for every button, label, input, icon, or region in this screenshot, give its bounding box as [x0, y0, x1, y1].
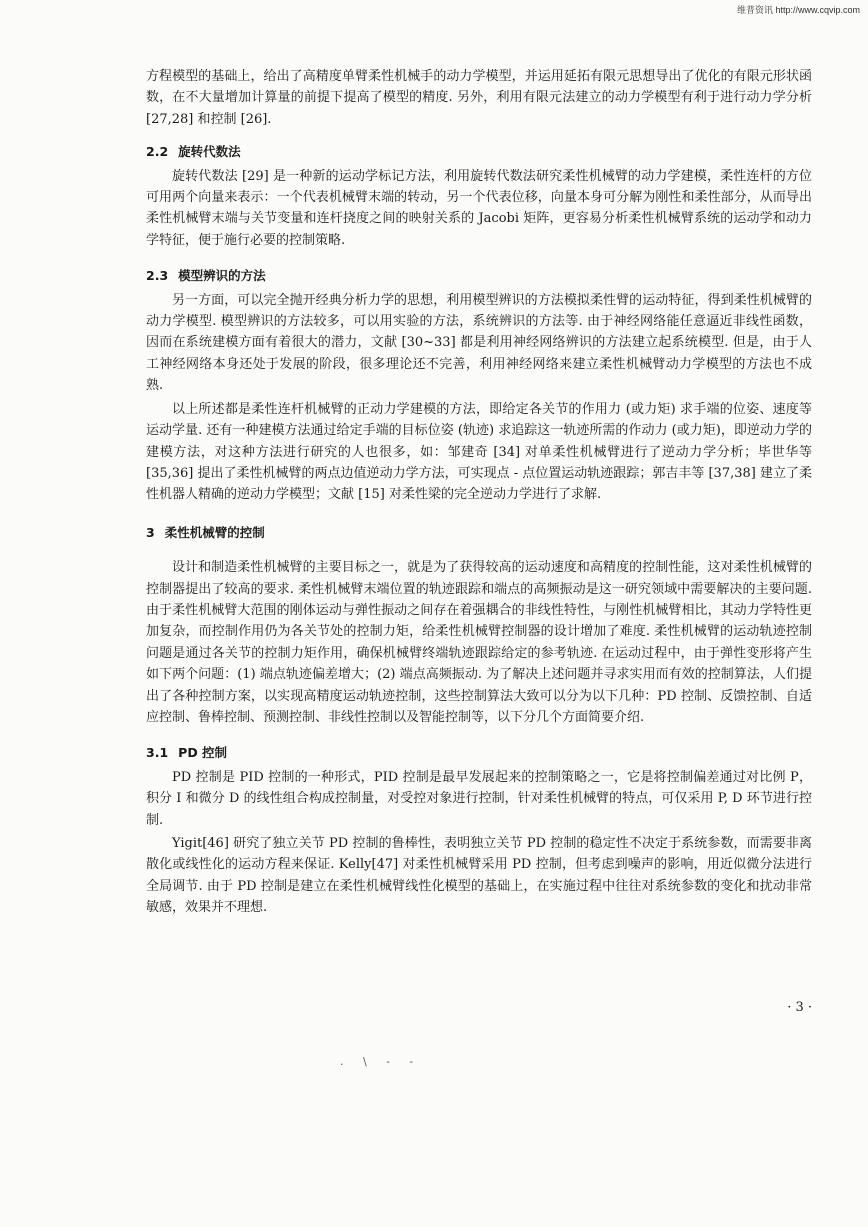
section-title: 模型辨识的方法 — [178, 268, 266, 284]
section-title: 柔性机械臂的控制 — [164, 524, 265, 540]
section-3-1-paragraph-2: Yigit[46] 研究了独立关节 PD 控制的鲁棒性，表明独立关节 PD 控制的稳定性不决定于系统参数，而需要非离散化或线性化的运动方程来保证. Kelly[47] 对柔性机械臂采用 PD 控制，但考虑到噪声的影响，用近似微分法进行全局调节. 由于 PD 控制是建立在柔性机械臂线性化模型的基础上，在实施过程中往往对系统参数的变化和扰动非常敏感，效果并不理想. — [146, 836, 812, 916]
section-2-2-paragraph: 旋转代数法 [29] 是一种新的运动学标记方法，利用旋转代数法研究柔性机械臂的动力学建模，柔性连杆的方位可用两个向量来表示：一个代表机械臂末端的转动，另一个代表位移，向量本身可分解为刚性和柔性部分，从而导出柔性机械臂末端与关节变量和连杆挠度之间的映射关系的 Jacobi 矩阵，更容易分析柔性机械臂系统的运动学和动力学特征，便于施行必要的控制策略. — [146, 168, 812, 248]
section-number: 2.2 — [146, 144, 169, 160]
section-number: 3 — [146, 524, 155, 540]
page-number: · 3 · — [787, 1000, 812, 1015]
section-2-3-paragraph-1: 另一方面，可以完全抛开经典分析力学的思想，利用模型辨识的方法模拟柔性臂的运动特征，得到柔性机械臂的动力学模型. 模型辨识的方法较多，可以用实验的方法，系统辨识的方法等. 由于神经网络能任意逼近非线性函数，因而在系统建模方面有着很大的潜力，文献 [30~33] 都是利用神经网络辨识的方法建立起系统模型. 但是，由于人工神经网络本身还处于发展的阶段，很多理论还不完善，利用神经网络来建立柔性机械臂动力学模型的方法也不成熟. — [146, 292, 812, 394]
intro-paragraph: 方程模型的基础上，给出了高精度单臂柔性机械手的动力学模型，并运用延拓有限元思想导出了优化的有限元形状函数，在不大量增加计算量的前提下提高了模型的精度. 另外，利用有限元法建立的动力学模型有利于进行动力学分析 [27,28] 和控制 [26]. — [146, 69, 812, 127]
section-2-3-paragraph-2: 以上所述都是柔性连杆机械臂的正动力学建模的方法，即给定各关节的作用力 (或力矩) 求手端的位姿、速度等运动学量. 还有一种建模方法通过给定手端的目标位姿 (轨迹) 求追踪这一轨迹所需的作动力 (或力矩)，即逆动力学的建模方法，对这种方法进行研究的人也很多，如：邹建奇 [34] 对单柔性机械臂进行了逆动力学分析；毕世华等 [35,36] 提出了柔性机械臂的两点边值逆动力学方法，可实现点 - 点位置运动轨迹跟踪；郭吉丰等 [37,38] 建立了柔性机器人精确的逆动力学模型；文献 [15] 对柔性梁的完全逆动力学进行了求解. — [146, 401, 812, 503]
section-title: 旋转代数法 — [178, 144, 241, 160]
section-3-paragraph: 设计和制造柔性机械臂的主要目标之一，就是为了获得较高的运动速度和高精度的控制性能，这对柔性机械臂的控制器提出了较高的要求. 柔性机械臂末端位置的轨迹跟踪和端点的高频振动是这一研究领域中需要解决的主要问题. 由于柔性机械臂大范围的刚体运动与弹性振动之间存在着强耦合的非线性特性，与刚性机械臂相比，其动力学特性更加复杂，而控制作用仍为各关节处的控制力矩，给柔性机械臂控制器的设计增加了难度. 柔性机械臂的运动轨迹控制问题是通过各关节的控制力矩作用，确保机械臂终端轨迹跟踪给定的参考轨迹. 在运动过程中，由于弹性变形将产生如下两个问题：(1) 端点轨迹偏差增大；(2) 端点高频振动. 为了解决上述问题并寻求实用而有效的控制算法，人们提出了各种控制方案，以实现高精度运动轨迹控制，这些控制算法大致可以分为以下几种：PD 控制、反馈控制、自适应控制、鲁棒控制、预测控制、非线性控制以及智能控制等，以下分几个方面简要介绍. — [146, 560, 812, 725]
section-3-1-heading — [146, 742, 812, 763]
watermark: 维普资讯 http://www.cqvip.com — [736, 5, 860, 15]
page-body — [146, 66, 812, 919]
section-2-2-heading — [146, 141, 812, 162]
section-3-1-paragraph-1: PD 控制是 PID 控制的一种形式，PID 控制是最早发展起来的控制策略之一，它是将控制偏差通过对比例 P，积分 I 和微分 D 的线性组合构成控制量，对受控对象进行控制，针对柔性机械臂的特点，可仅采用 P, D 环节进行控制. — [146, 769, 812, 828]
section-number: 2.3 — [146, 268, 169, 284]
section-2-3-heading — [146, 265, 812, 286]
section-title: PD 控制 — [178, 745, 228, 761]
section-number: 3.1 — [146, 745, 169, 761]
section-3-heading — [146, 522, 812, 543]
scan-artifacts: . \ - - — [340, 1055, 422, 1068]
